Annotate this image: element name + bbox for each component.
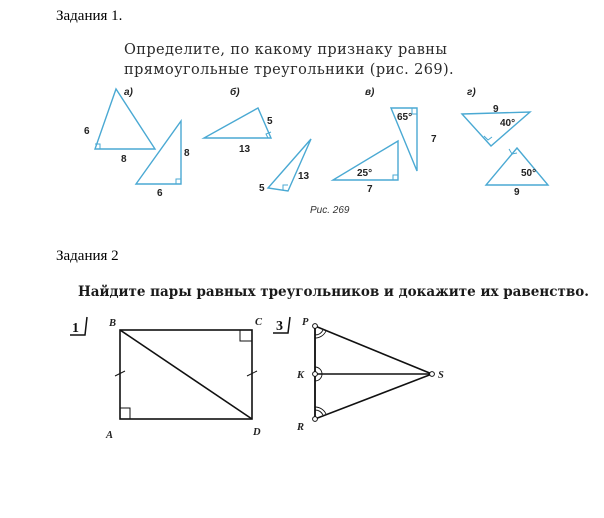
triangle-b2 bbox=[268, 139, 311, 191]
figure-caption: Рис. 269 bbox=[310, 205, 350, 216]
triangle-a1 bbox=[95, 89, 155, 149]
figure-269 bbox=[78, 84, 558, 220]
vertex-b: B bbox=[109, 318, 117, 329]
label-v-side2: 7 bbox=[367, 184, 373, 195]
label-v-angle2: 25° bbox=[357, 168, 373, 179]
label-g-angle1: 40° bbox=[500, 118, 516, 129]
diagonal-bd bbox=[120, 330, 252, 419]
label-g-side1: 9 bbox=[493, 104, 499, 115]
label-g-side2: 9 bbox=[514, 187, 520, 198]
label-b-hyp1: 13 bbox=[239, 144, 251, 155]
triangle-b1 bbox=[204, 108, 271, 138]
label-b-hyp2: 13 bbox=[298, 171, 310, 182]
vertex-a: A bbox=[106, 430, 114, 441]
vertex-p: P bbox=[302, 317, 309, 328]
task2-heading: Задания 2 bbox=[56, 248, 119, 264]
label-a-leg3: 8 bbox=[184, 148, 190, 159]
vertex-r: R bbox=[297, 422, 305, 433]
sublabel-b: б) bbox=[230, 87, 240, 98]
label-g-angle2: 50° bbox=[521, 168, 537, 179]
triangle-g2 bbox=[486, 148, 548, 185]
label-a-leg2: 8 bbox=[121, 154, 127, 165]
task2-text: Найдите пары равных треугольников и докажите их равенство. bbox=[78, 284, 589, 300]
task2-figures bbox=[60, 308, 480, 443]
triangle-prs bbox=[315, 326, 432, 419]
sublabel-a: а) bbox=[124, 87, 133, 98]
vertex-s: S bbox=[438, 370, 444, 381]
vertex-c: C bbox=[255, 317, 263, 328]
vertex-k: K bbox=[297, 370, 305, 381]
label-v-angle1: 65° bbox=[397, 112, 413, 123]
task1-heading: Задания 1. bbox=[56, 8, 123, 24]
task1-text: Определите, по какому признаку равны прямоугольные треугольники (рис. 269). bbox=[124, 42, 455, 78]
label-a-leg1: 6 bbox=[84, 126, 90, 137]
figure-labels bbox=[84, 86, 536, 216]
label-v-side1: 7 bbox=[431, 134, 437, 145]
figure3-number: 3 bbox=[276, 319, 283, 334]
vertex-d: D bbox=[253, 427, 261, 438]
sublabel-v: в) bbox=[365, 87, 375, 98]
sublabel-g: г) bbox=[467, 87, 476, 98]
figure1-number: 1 bbox=[72, 321, 79, 336]
label-b-leg1: 5 bbox=[267, 116, 273, 127]
triangle-g1 bbox=[462, 112, 530, 146]
label-a-leg4: 6 bbox=[157, 188, 163, 199]
label-b-leg2: 5 bbox=[259, 183, 265, 194]
